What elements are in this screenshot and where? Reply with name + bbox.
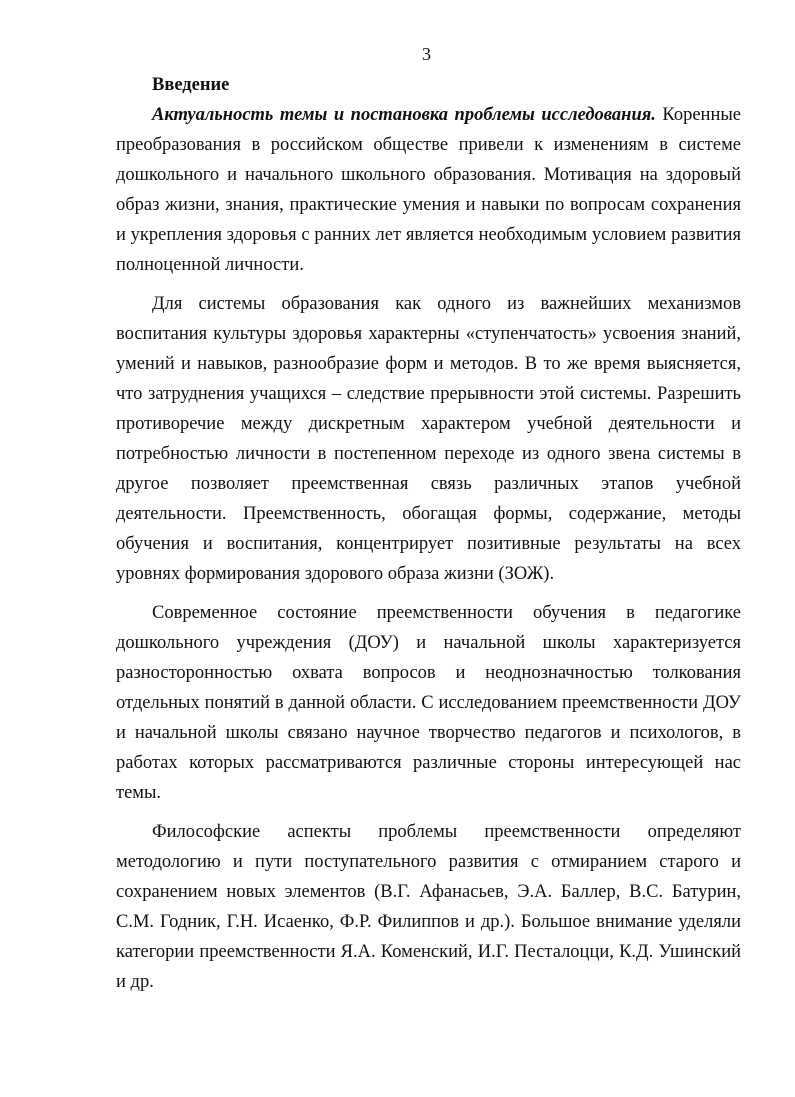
paragraph-relevance: [116, 100, 741, 280]
section-heading: Введение: [152, 75, 230, 95]
page-number: 3: [422, 44, 431, 64]
paragraph-education-system: Для системы образования как одного из важнейших механизмов воспитания культуры здоровья характерны «ступенчатость» усвоения знаний, умений и навыков, разнообразие форм и методов. В то же время выясняется, что затруднения учащихся – следствие прерывности этой системы. Разрешить противоречие между дискретным характером учебной деятельности и потребностью личности в постепенном переходе из одного звена системы в другое позволяет преемственная связь различных этапов учебной деятельности. Преемственность, обогащая формы, содержание, методы обучения и воспитания, концентрирует позитивные результаты на всех уровнях формирования здорового образа жизни (ЗОЖ).: [116, 294, 741, 584]
paragraph-lead-title: Актуальность темы и постановка проблемы исследования.: [152, 105, 656, 125]
paragraph-current-state: Современное состояние преемственности обучения в педагогике дошкольного учреждения (ДОУ) и начальной школы характеризуется разносторонностью охвата вопросов и неоднозначностью толкования отдельных понятий в данной области. С исследованием преемственности ДОУ и начальной школы связано научное творчество педагогов и психологов, в работах которых рассматриваются различные стороны интересующей нас темы.: [116, 603, 741, 803]
paragraph-philosophical-aspects: Философские аспекты проблемы преемственности определяют методологию и пути поступательного развития с отмиранием старого и сохранением новых элементов (В.Г. Афанасьев, Э.А. Баллер, В.С. Батурин, С.М. Годник, Г.Н. Исаенко, Ф.Р. Филиппов и др.). Большое внимание уделяли категории преемственности Я.А. Коменский, И.Г. Песталоцци, К.Д. Ушинский и др.: [116, 822, 741, 992]
paragraph-text: Коренные преобразования в российском обществе привели к изменениям в системе дошкольного и начального школьного образования. Мотивация на здоровый образ жизни, знания, практические умения и навыки по вопросам сохранения и укрепления здоровья с ранних лет является необходимым условием развития полноценной личности.: [116, 105, 741, 275]
document-body: [116, 70, 741, 997]
